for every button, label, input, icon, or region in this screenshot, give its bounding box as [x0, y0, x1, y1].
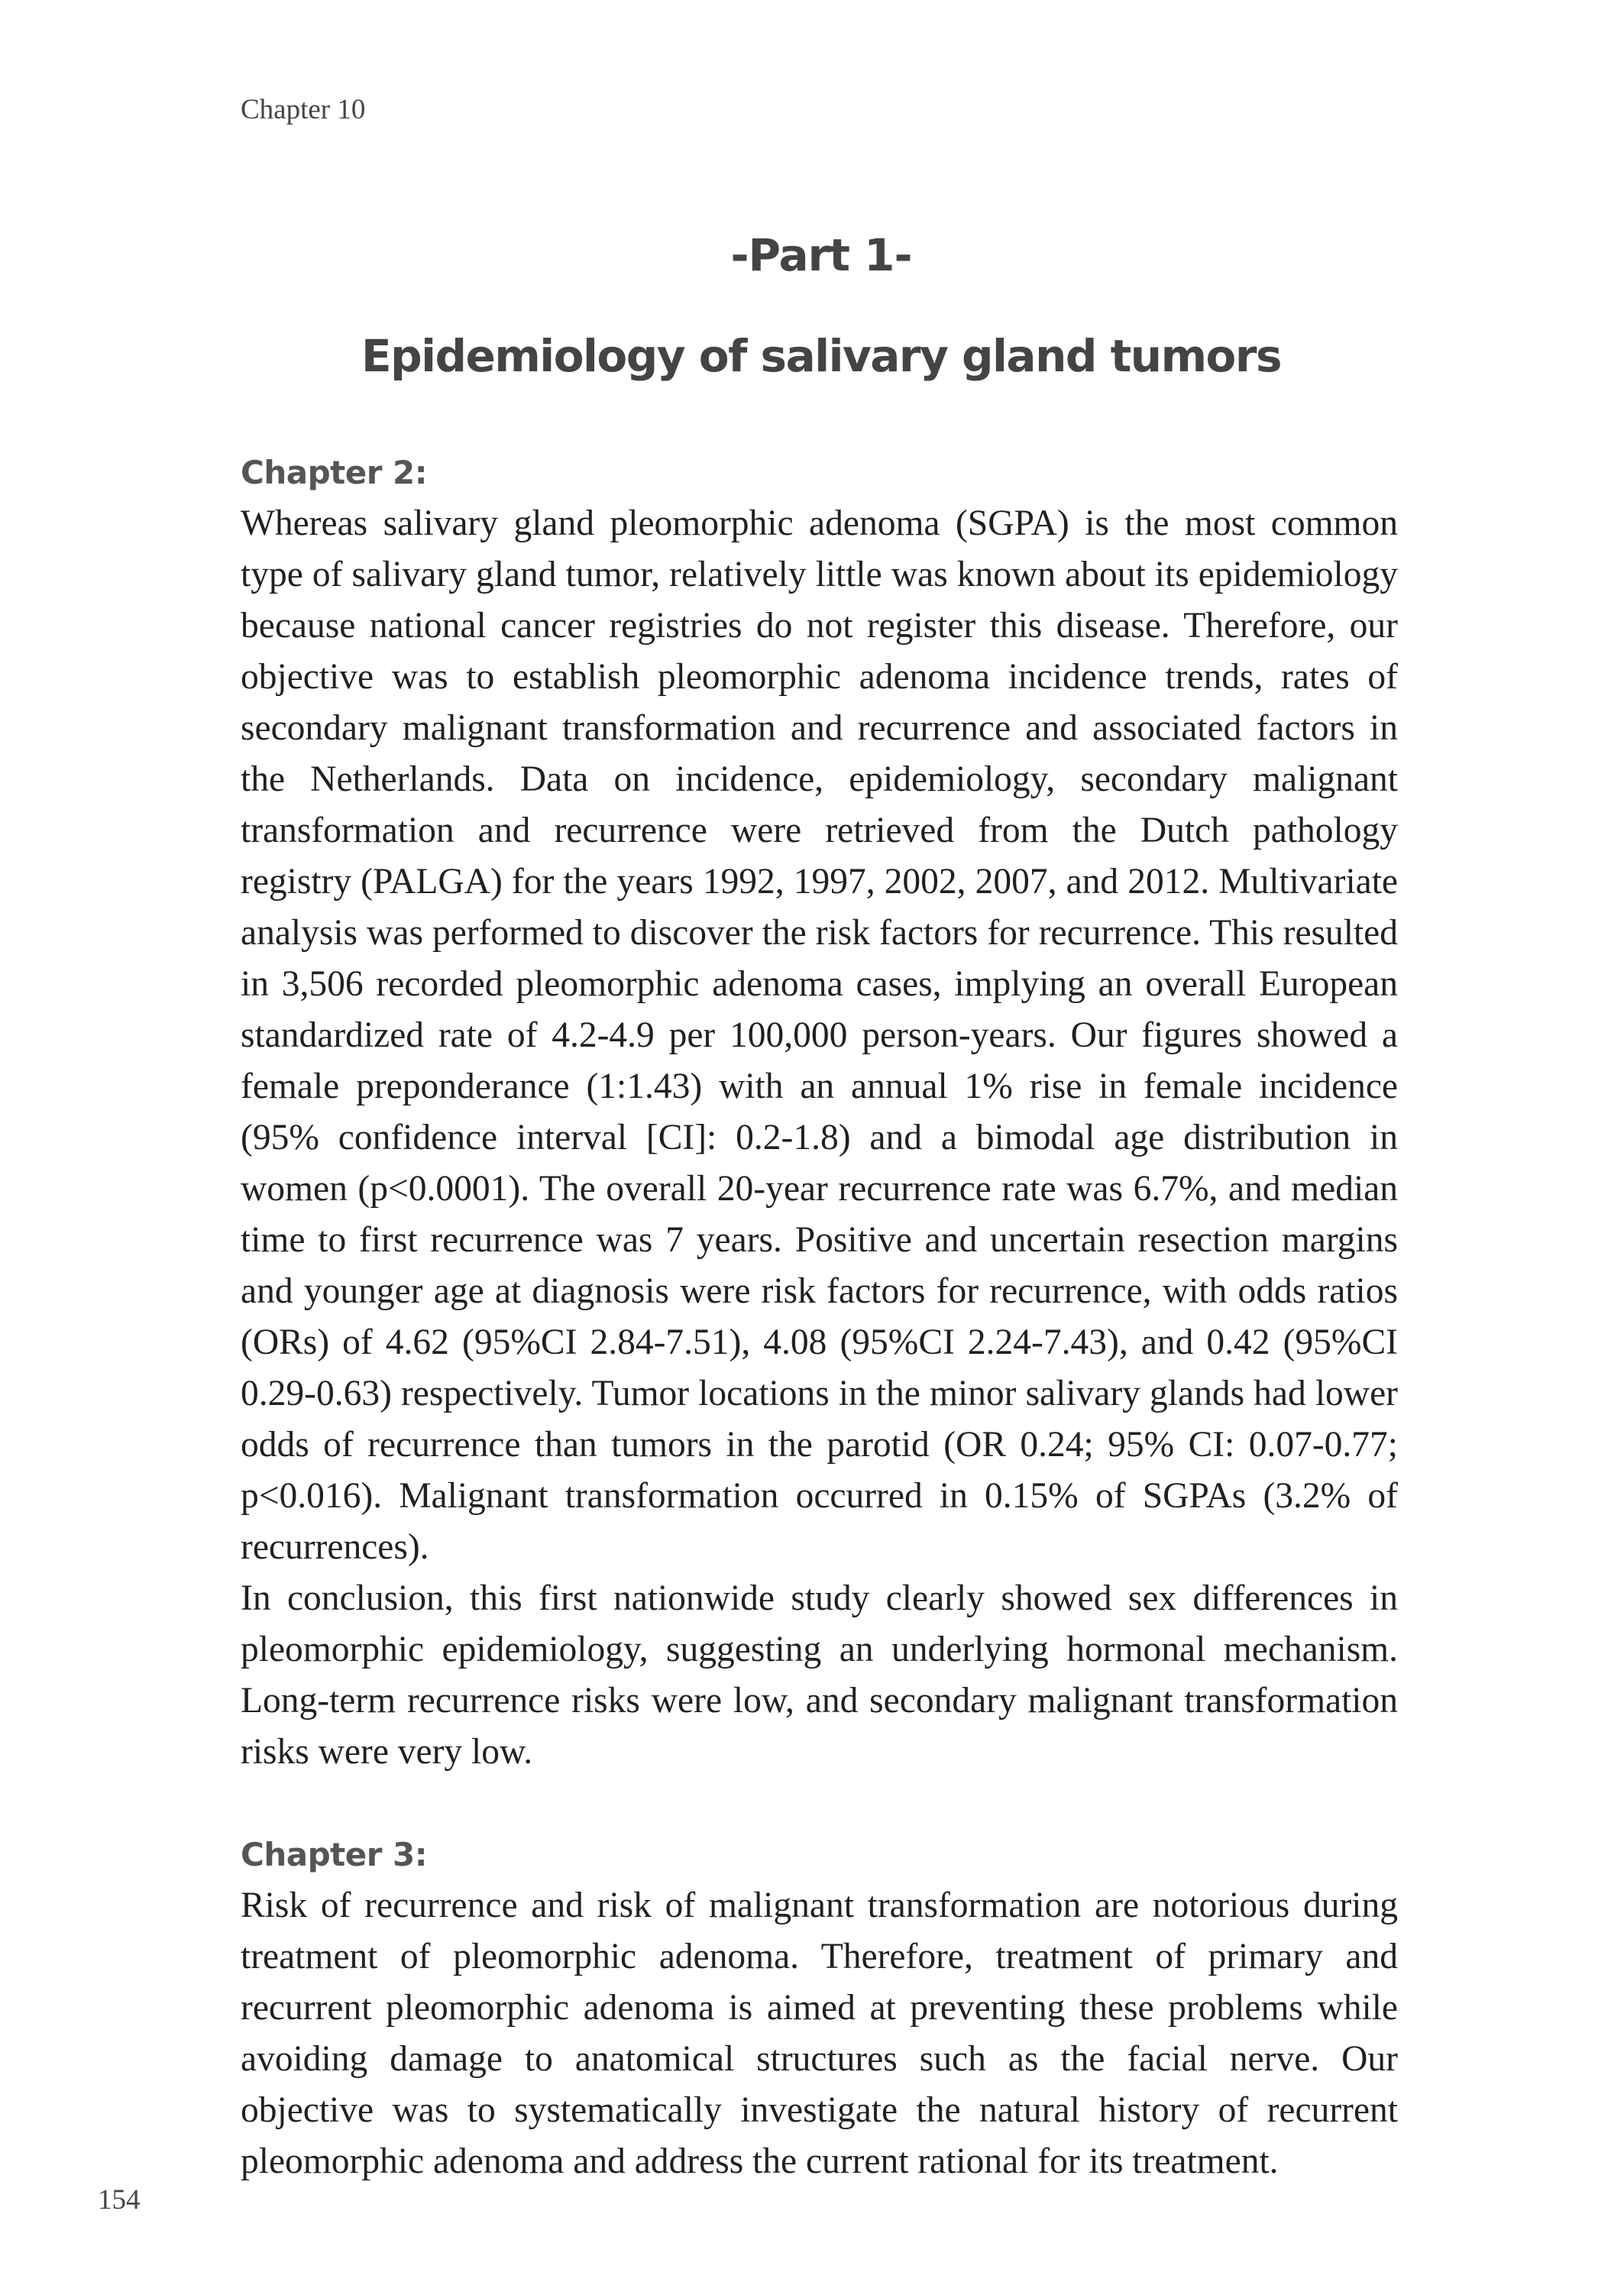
paragraph: Risk of recurrence and risk of malignant transformation are notorious during treatment of pleomorphic adenoma. Therefore, treatment of primary and recurrent pleomorphic adenoma is aimed at preventing these problems while avoiding damage to anatomical structures such as the facial nerve. Our objective was to systematically investigate the natural history of recurrent pleomorphic adenoma and address the current rational for its treatment.	[241, 1886, 1398, 2181]
section-chapter-2	[241, 447, 1398, 1778]
paragraph: Whereas salivary gland pleomorphic adenoma (SGPA) is the most common type of salivary gland tumor, relatively little was known about its epidemiology because national cancer registries do not register this disease. Therefore, our objective was to establish pleomorphic adenoma incidence trends, rates of secondary malignant transformation and recurrence and associated factors in the Netherlands. Data on incidence, epidemiology, secondary malignant transformation and recurrence were retrieved from the Dutch pathology registry (PALGA) for the years 1992, 1997, 2002, 2007, and 2012. Multivariate analysis was performed to discover the risk factors for recurrence. This resulted in 3,506 recorded pleomorphic adenoma cases, implying an overall European standardized rate of 4.2-4.9 per 100,000 person-years. Our figures showed a female preponderance (1:1.43) with an annual 1% rise in female incidence (95% confidence interval [CI]: 0.2-1.8) and a bimodal age distribution in women (p<0.0001). The overall 20-year recurrence rate was 6.7%, and median time to first recurrence was 7 years. Positive and uncertain resection margins and younger age at diagnosis were risk factors for recurrence, with odds ratios (ORs) of 4.62 (95%CI 2.84-7.51), 4.08 (95%CI 2.24-7.43), and 0.42 (95%CI 0.29-0.63) respectively. Tumor locations in the minor salivary glands had lower odds of recurrence than tumors in the parotid (OR 0.24; 95% CI: 0.07-0.77; p<0.016). Malignant transformation occurred in 0.15% of SGPAs (3.2% of recurrences).	[241, 503, 1398, 1567]
part-label: -Part 1-	[730, 229, 912, 281]
part-title: Epidemiology of salivary gland tumors	[361, 330, 1281, 382]
section-spacer	[241, 1778, 1398, 1829]
page-number: 154	[98, 2184, 141, 2216]
running-head: Chapter 10	[241, 94, 366, 125]
section-heading: Chapter 2:	[241, 454, 428, 491]
section-heading: Chapter 3:	[241, 1836, 428, 1873]
paragraph: In conclusion, this first nationwide study clearly showed sex differences in pleomorphic epidemiology, suggesting an underlying hormonal mechanism. Long-term recurrence risks were low, and secondary malignant transformation risks were very low.	[241, 1578, 1398, 1772]
body-text	[241, 447, 1398, 2187]
section-chapter-3	[241, 1829, 1398, 2187]
